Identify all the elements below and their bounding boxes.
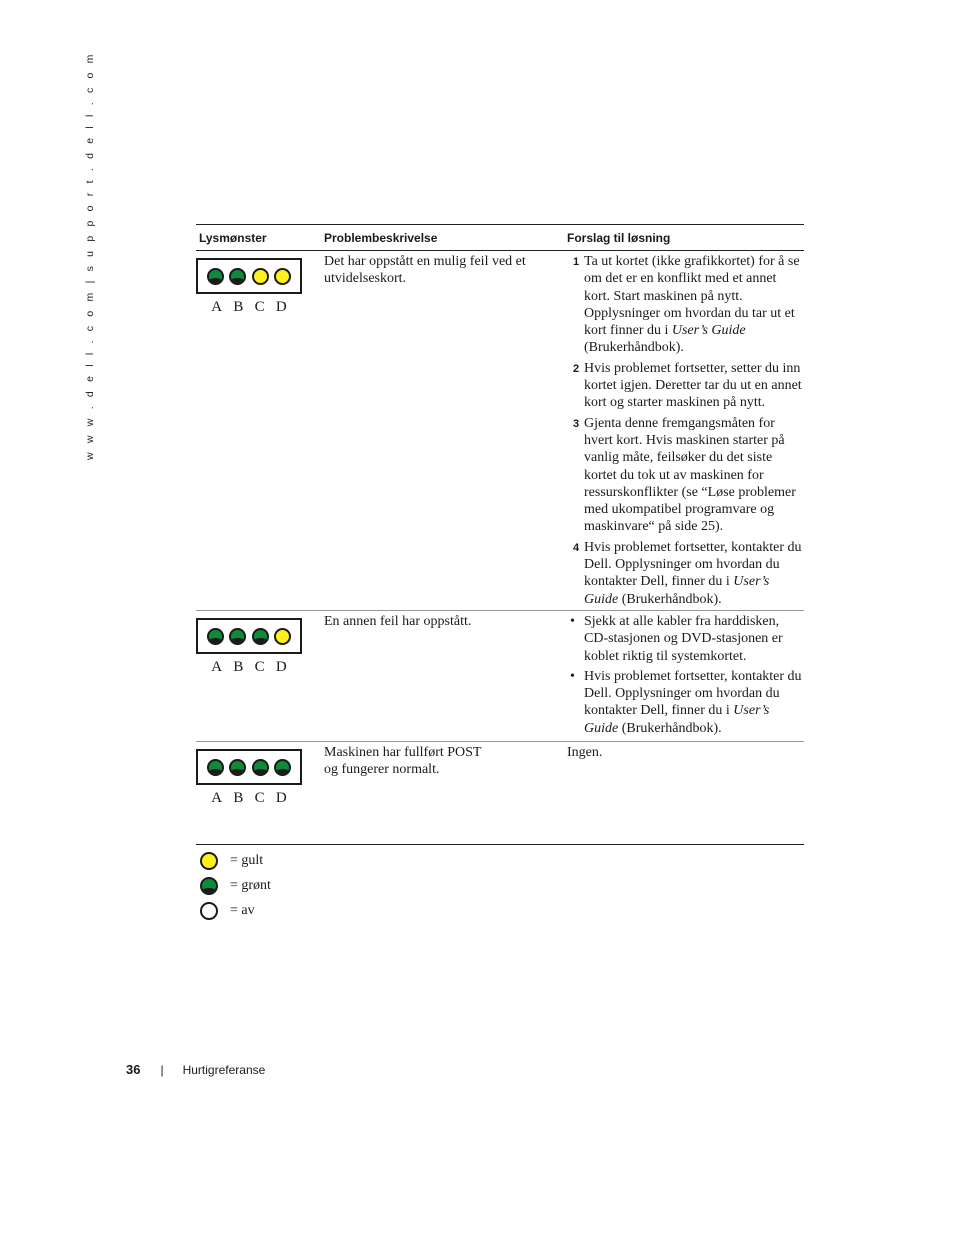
- bullet-text: Hvis problemet fortsetter, kontakter du Dell. Opplysninger om hvordan du kontakter Dell, finner du i: [584, 668, 802, 719]
- led-letter: C: [254, 790, 265, 806]
- list-item: [567, 253, 804, 357]
- problem-description: Maskinen har fullført POST og fungerer normalt.: [324, 745, 482, 778]
- led-letter: B: [233, 790, 244, 806]
- solution-cell: [567, 251, 804, 610]
- guide-title: User’s Guide: [584, 703, 770, 736]
- legend-item: [200, 848, 271, 873]
- led-letter: D: [275, 299, 287, 315]
- list-item: [567, 415, 804, 536]
- table-row: [196, 251, 804, 611]
- led-c-icon: [252, 759, 269, 776]
- step-text: Gjenta denne fremgangsmåten for hvert kort. Hvis maskinen starter på vanlig måte, feilsøker du det siste kortet du tok ut av maskinen for ressurskonflikter (se “Løse problemer med ukompatibel programvare og maskinvare“ på side 25).: [584, 415, 796, 535]
- guide-title: User’s Guide: [584, 574, 770, 607]
- led-b-icon: [229, 268, 246, 285]
- step-number: 4: [573, 541, 580, 554]
- page-footer: [126, 1062, 265, 1077]
- led-pattern: [196, 258, 302, 294]
- led-pattern: [196, 749, 302, 785]
- header-suggested-solution: Forslag til løsning: [567, 230, 671, 245]
- legend-label: = gult: [230, 852, 264, 868]
- solution-bullets: [567, 613, 804, 737]
- header-light-pattern: Lysmønster: [199, 230, 267, 245]
- step-text: Hvis problemet fortsetter, kontakter du Dell. Opplysninger om hvordan du kontakter Dell, finner du i: [584, 539, 802, 590]
- guide-title: User’s Guide: [671, 323, 746, 339]
- diagnostic-lights-table: [196, 224, 804, 845]
- led-c-icon: [252, 268, 269, 285]
- led-d-icon: [274, 268, 291, 285]
- legend-label: = av: [230, 902, 255, 918]
- led-letter: A: [211, 299, 223, 315]
- led-pattern: [196, 618, 302, 654]
- led-a-icon: [207, 628, 224, 645]
- step-text: Hvis problemet fortsetter, setter du inn kortet igjen. Deretter tar du ut en annet kort og starter maskinen på nytt.: [584, 360, 802, 411]
- led-b-icon: [229, 759, 246, 776]
- led-letter: C: [254, 299, 265, 315]
- led-letter: C: [254, 659, 265, 675]
- table-header: [196, 225, 804, 251]
- solution-cell: [567, 611, 804, 741]
- table-row: [196, 742, 804, 844]
- led-b-icon: [229, 628, 246, 645]
- page-number: 36: [126, 1062, 141, 1077]
- step-number: 1: [573, 256, 580, 268]
- light-pattern-cell: [196, 251, 324, 610]
- header-problem-description: Problembeskrivelse: [324, 230, 438, 245]
- led-letters: [196, 659, 302, 676]
- led-c-icon: [252, 628, 269, 645]
- off-led-icon: [200, 902, 218, 920]
- list-item: [567, 360, 804, 412]
- list-item: [567, 668, 804, 737]
- solution-steps: [567, 253, 804, 608]
- problem-description: En annen feil har oppstått.: [324, 614, 472, 629]
- led-letter: B: [233, 299, 244, 315]
- step-number: 2: [573, 362, 580, 375]
- yellow-led-icon: [200, 852, 218, 870]
- bullet-text: Sjekk at alle kabler fra harddisken, CD-stasjonen og DVD-stasjonen er koblet riktig til systemkortet.: [584, 614, 783, 664]
- led-legend: [200, 848, 271, 923]
- footer-separator: |: [160, 1062, 164, 1077]
- step-number: 3: [573, 417, 580, 430]
- solution-cell: Ingen.: [567, 745, 603, 760]
- list-item: [567, 613, 804, 665]
- led-letter: D: [275, 659, 287, 675]
- led-a-icon: [207, 268, 224, 285]
- green-led-icon: [200, 877, 218, 895]
- problem-description: Det har oppstått en mulig feil ved et utvidelseskort.: [324, 254, 526, 287]
- led-a-icon: [207, 759, 224, 776]
- led-letter: D: [275, 790, 287, 806]
- step-text-after: (Brukerhåndbok).: [584, 340, 684, 356]
- step-text: Ta ut kortet (ikke grafikkortet) for å se om det er en konflikt med et annet kort. Start maskinen på nytt. Opplysninger om hvordan du tar ut et kort finner du i: [584, 254, 800, 339]
- side-url-text: w w w . d e l l . c o m | s u p p o r t . d e l l . c o m: [84, 51, 96, 460]
- table-row: [196, 611, 804, 742]
- led-letter: A: [211, 659, 223, 675]
- bullet-text-after: (Brukerhåndbok).: [618, 720, 722, 736]
- led-letters: [196, 790, 302, 807]
- legend-item: [200, 898, 271, 923]
- led-letter: A: [211, 790, 223, 806]
- light-pattern-cell: [196, 742, 324, 844]
- step-text-after: (Brukerhåndbok).: [618, 591, 722, 607]
- light-pattern-cell: [196, 611, 324, 741]
- legend-label: = grønt: [230, 877, 271, 893]
- section-title: Hurtigreferanse: [182, 1062, 266, 1077]
- led-letters: [196, 299, 302, 316]
- list-item: [567, 539, 804, 608]
- led-d-icon: [274, 628, 291, 645]
- legend-item: [200, 873, 271, 898]
- led-letter: B: [233, 659, 244, 675]
- led-d-icon: [274, 759, 291, 776]
